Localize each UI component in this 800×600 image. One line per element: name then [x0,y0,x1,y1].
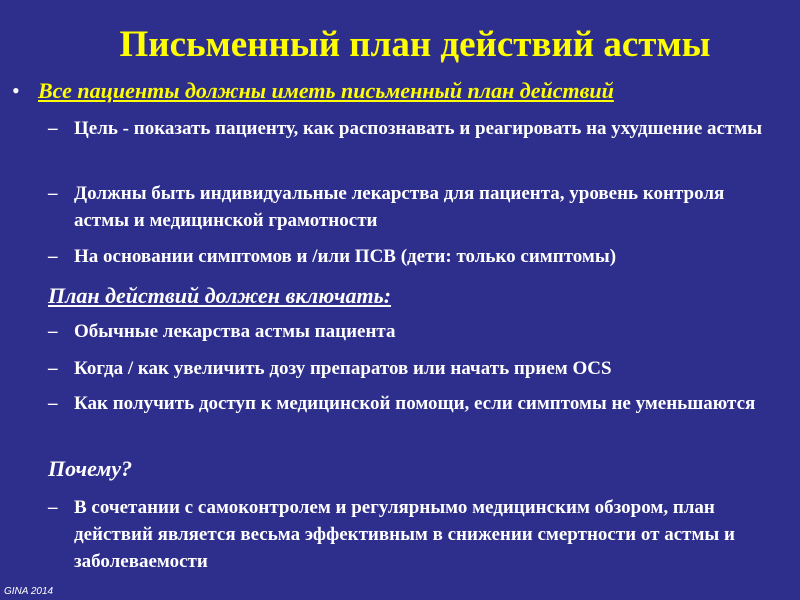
lead-statement: Все пациенты должны иметь письменный план действий [38,78,614,103]
list-item-text: Когда / как увеличить дозу препаратов или начать прием OCS [74,358,612,379]
list-item-text: Должны быть индивидуальные лекарства для пациента, уровень контроля астмы и медицинской грамотности [74,183,725,231]
footer-source: GINA 2014 [4,586,54,597]
section-heading-plan: План действий должен включать: [48,283,392,308]
list-item-text: В сочетании с самоконтролем и регулярнымо медицинским обзором, план действий является весьма эффективным в снижении смертности от астмы и заболеваемости [74,497,735,572]
dash-marker: – [48,358,58,379]
dash-marker: – [48,118,58,139]
dash-marker: – [48,183,58,204]
list-item-text: На основании симптомов и /или ПСВ (дети: только симптомы) [74,246,617,267]
list-item-text: Цель - показать пациенту, как распознавать и реагировать на ухудшение астмы [74,118,763,139]
dash-marker: – [48,497,58,518]
dash-marker: – [48,393,58,414]
list-item-text: Обычные лекарства астмы пациента [74,321,396,342]
section-heading-why: Почему? [48,456,133,481]
dash-marker: – [48,321,58,342]
bullet-dot: • [12,78,20,103]
dash-marker: – [48,246,58,267]
slide-title: Письменный план действий астмы [119,24,711,65]
list-item-text: Как получить доступ к медицинской помощи, если симптомы не уменьшаются [74,393,756,414]
